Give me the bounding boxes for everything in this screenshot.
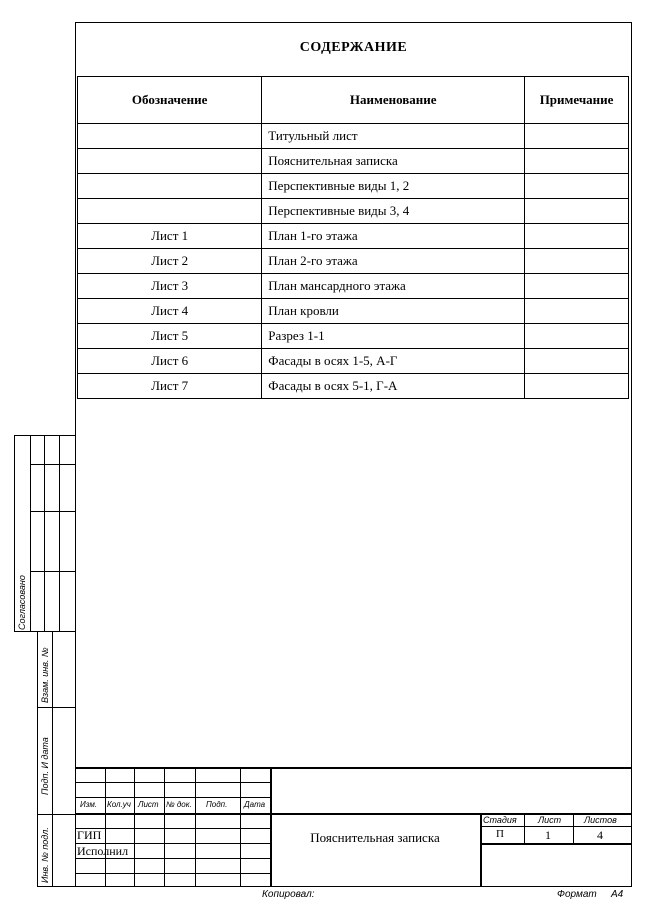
header-name: Наименование bbox=[262, 77, 525, 124]
row-name: Титульный лист bbox=[262, 124, 525, 149]
col-date: Дата bbox=[244, 800, 266, 809]
row-name: План мансардного этажа bbox=[262, 274, 525, 299]
header-note: Примечание bbox=[525, 77, 629, 124]
sign-date-label: Подп. И дата bbox=[40, 737, 50, 795]
row-name: План 1-го этажа bbox=[262, 224, 525, 249]
row-name: План кровли bbox=[262, 299, 525, 324]
page-title: СОДЕРЖАНИЕ bbox=[299, 40, 408, 55]
table-row bbox=[78, 349, 629, 374]
col-izm: Изм. bbox=[80, 800, 98, 809]
row-note bbox=[525, 274, 629, 299]
agreed-label: Согласовано bbox=[17, 575, 27, 630]
row-designation bbox=[78, 149, 262, 174]
row-note bbox=[525, 224, 629, 249]
row-name: Фасады в осях 1-5, А-Г bbox=[262, 349, 525, 374]
stage-label: Стадия bbox=[483, 815, 517, 825]
row-designation: Лист 4 bbox=[78, 299, 262, 324]
table-header-row bbox=[78, 77, 629, 124]
row-designation: Лист 5 bbox=[78, 324, 262, 349]
table-row bbox=[78, 199, 629, 224]
sheet-label: Лист bbox=[538, 815, 562, 825]
row-designation bbox=[78, 124, 262, 149]
document-name: Пояснительная записка bbox=[310, 830, 440, 845]
col-sign: Подп. bbox=[206, 800, 228, 809]
row-note bbox=[525, 299, 629, 324]
format-label: Формат bbox=[557, 889, 597, 900]
role-executor: Исполнил bbox=[77, 844, 129, 858]
sheets-label: Листов bbox=[584, 815, 617, 825]
table-row bbox=[78, 374, 629, 399]
stage-value: П bbox=[496, 828, 504, 840]
col-kol: Кол.уч bbox=[107, 800, 131, 809]
role-gip: ГИП bbox=[77, 828, 102, 842]
row-note bbox=[525, 374, 629, 399]
header-designation: Обозначение bbox=[78, 77, 262, 124]
table-row bbox=[78, 174, 629, 199]
contents-table bbox=[77, 76, 629, 399]
row-note bbox=[525, 199, 629, 224]
table-row bbox=[78, 274, 629, 299]
row-designation: Лист 1 bbox=[78, 224, 262, 249]
row-name: Разрез 1-1 bbox=[262, 324, 525, 349]
row-name: Фасады в осях 5-1, Г-А bbox=[262, 374, 525, 399]
sheet-value: 1 bbox=[545, 828, 551, 842]
col-list: Лист bbox=[138, 800, 159, 809]
sheets-value: 4 bbox=[597, 828, 603, 842]
format-value: А4 bbox=[611, 889, 624, 900]
table-row bbox=[78, 324, 629, 349]
table-row bbox=[78, 299, 629, 324]
table-row bbox=[78, 249, 629, 274]
row-name: Пояснительная записка bbox=[262, 149, 525, 174]
col-doc: № док. bbox=[166, 800, 192, 809]
row-designation: Лист 3 bbox=[78, 274, 262, 299]
row-name: Перспективные виды 3, 4 bbox=[262, 199, 525, 224]
row-note bbox=[525, 149, 629, 174]
row-note bbox=[525, 249, 629, 274]
inv-replace-label: Взам. инв. № bbox=[40, 647, 50, 703]
row-designation bbox=[78, 199, 262, 224]
row-note bbox=[525, 324, 629, 349]
table-row bbox=[78, 149, 629, 174]
table-row bbox=[78, 124, 629, 149]
row-designation: Лист 2 bbox=[78, 249, 262, 274]
row-note bbox=[525, 174, 629, 199]
row-designation bbox=[78, 174, 262, 199]
table-row bbox=[78, 224, 629, 249]
row-note bbox=[525, 124, 629, 149]
row-note bbox=[525, 349, 629, 374]
copied-label: Копировал: bbox=[262, 889, 315, 900]
row-name: План 2-го этажа bbox=[262, 249, 525, 274]
row-name: Перспективные виды 1, 2 bbox=[262, 174, 525, 199]
inv-original-label: Инв. № подл. bbox=[40, 827, 50, 883]
row-designation: Лист 7 bbox=[78, 374, 262, 399]
row-designation: Лист 6 bbox=[78, 349, 262, 374]
